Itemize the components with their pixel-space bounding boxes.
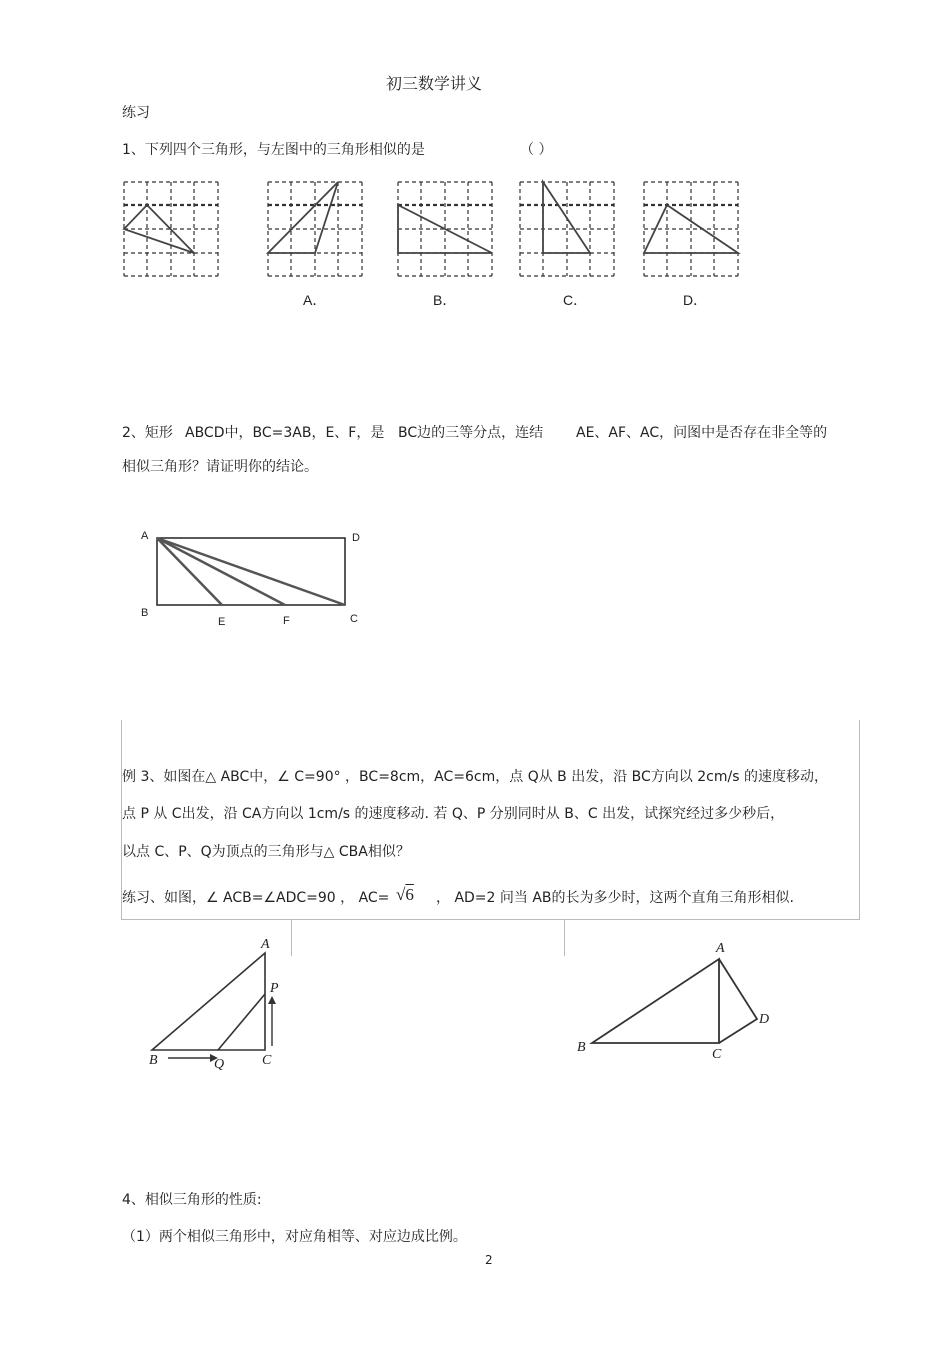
question-2-line1d: AE、AF、AC，问图中是否存在非全等的 bbox=[576, 425, 828, 441]
section-4-heading: 4、相似三角形的性质: bbox=[122, 1192, 262, 1208]
page-title: 初三数学讲义 bbox=[386, 74, 483, 93]
page-number: 2 bbox=[485, 1253, 493, 1267]
example-3-line1: 例 3、如图在△ ABC中，∠ C=90° ，BC=8cm，AC=6cm，点 Q从 B 出发，沿 BC方向以 2cm/s 的速度移动， bbox=[122, 769, 828, 785]
question-2-line2: 相似三角形？请证明你的结论。 bbox=[122, 459, 318, 475]
answer-bracket: （ ） bbox=[520, 142, 553, 158]
example-3-line3: 以点 C、P、Q为顶点的三角形与△ CBA相似？ bbox=[122, 844, 410, 860]
question-2-line1c: BC边的三等分点，连结 bbox=[398, 425, 544, 441]
option-a-label: A． bbox=[303, 292, 327, 308]
option-c-label: C． bbox=[563, 292, 588, 308]
vertex-label-f: F bbox=[283, 615, 290, 627]
question-2-line1a: 2、矩形 bbox=[122, 425, 173, 441]
fig1-label-c: C bbox=[262, 1053, 272, 1068]
practice-text-a: 练习、如图，∠ ACB=∠ADC=90 ， AC= bbox=[122, 890, 390, 906]
fig2-label-c: C bbox=[712, 1047, 722, 1062]
triangle-abc-2 bbox=[592, 959, 719, 1043]
vertex-label-c: C bbox=[350, 613, 358, 625]
fig1-label-q: Q bbox=[214, 1057, 225, 1072]
triangle-acd bbox=[719, 959, 757, 1043]
fig2-label-b: B bbox=[577, 1040, 586, 1055]
example-3-line2: 点 P 从 C出发，沿 CA方向以 1cm/s 的速度移动. 若 Q、P 分别同时从 B、C 出发，试探究经过多少秒后， bbox=[122, 806, 785, 822]
section-heading-practice: 练习 bbox=[122, 105, 150, 121]
vertex-label-a: A bbox=[141, 530, 149, 542]
practice-text-b: ， AD=2 问当 AB的长为多少时，这两个直角三角形相似. bbox=[436, 890, 794, 906]
vertex-label-b: B bbox=[141, 607, 149, 619]
fig2-label-d: D bbox=[759, 1012, 770, 1027]
radicand: 6 bbox=[405, 885, 414, 904]
vertex-label-e: E bbox=[218, 616, 226, 628]
section-4-item-1: （1）两个相似三角形中，对应角相等、对应边成比例。 bbox=[122, 1229, 467, 1245]
vertex-label-d: D bbox=[352, 532, 360, 544]
question-1-text: 1、下列四个三角形，与左图中的三角形相似的是 bbox=[122, 142, 425, 158]
fig1-label-a: A bbox=[261, 937, 270, 952]
question-2-line1b: ABCD中，BC=3AB，E、F，是 bbox=[185, 425, 385, 441]
fig1-label-b: B bbox=[149, 1053, 158, 1068]
option-b-label: B． bbox=[433, 292, 457, 308]
fig1-label-p: P bbox=[270, 981, 279, 996]
radical-sign: √ bbox=[396, 885, 406, 904]
fig2-label-a: A bbox=[716, 941, 725, 956]
option-d-label: D． bbox=[683, 292, 708, 308]
